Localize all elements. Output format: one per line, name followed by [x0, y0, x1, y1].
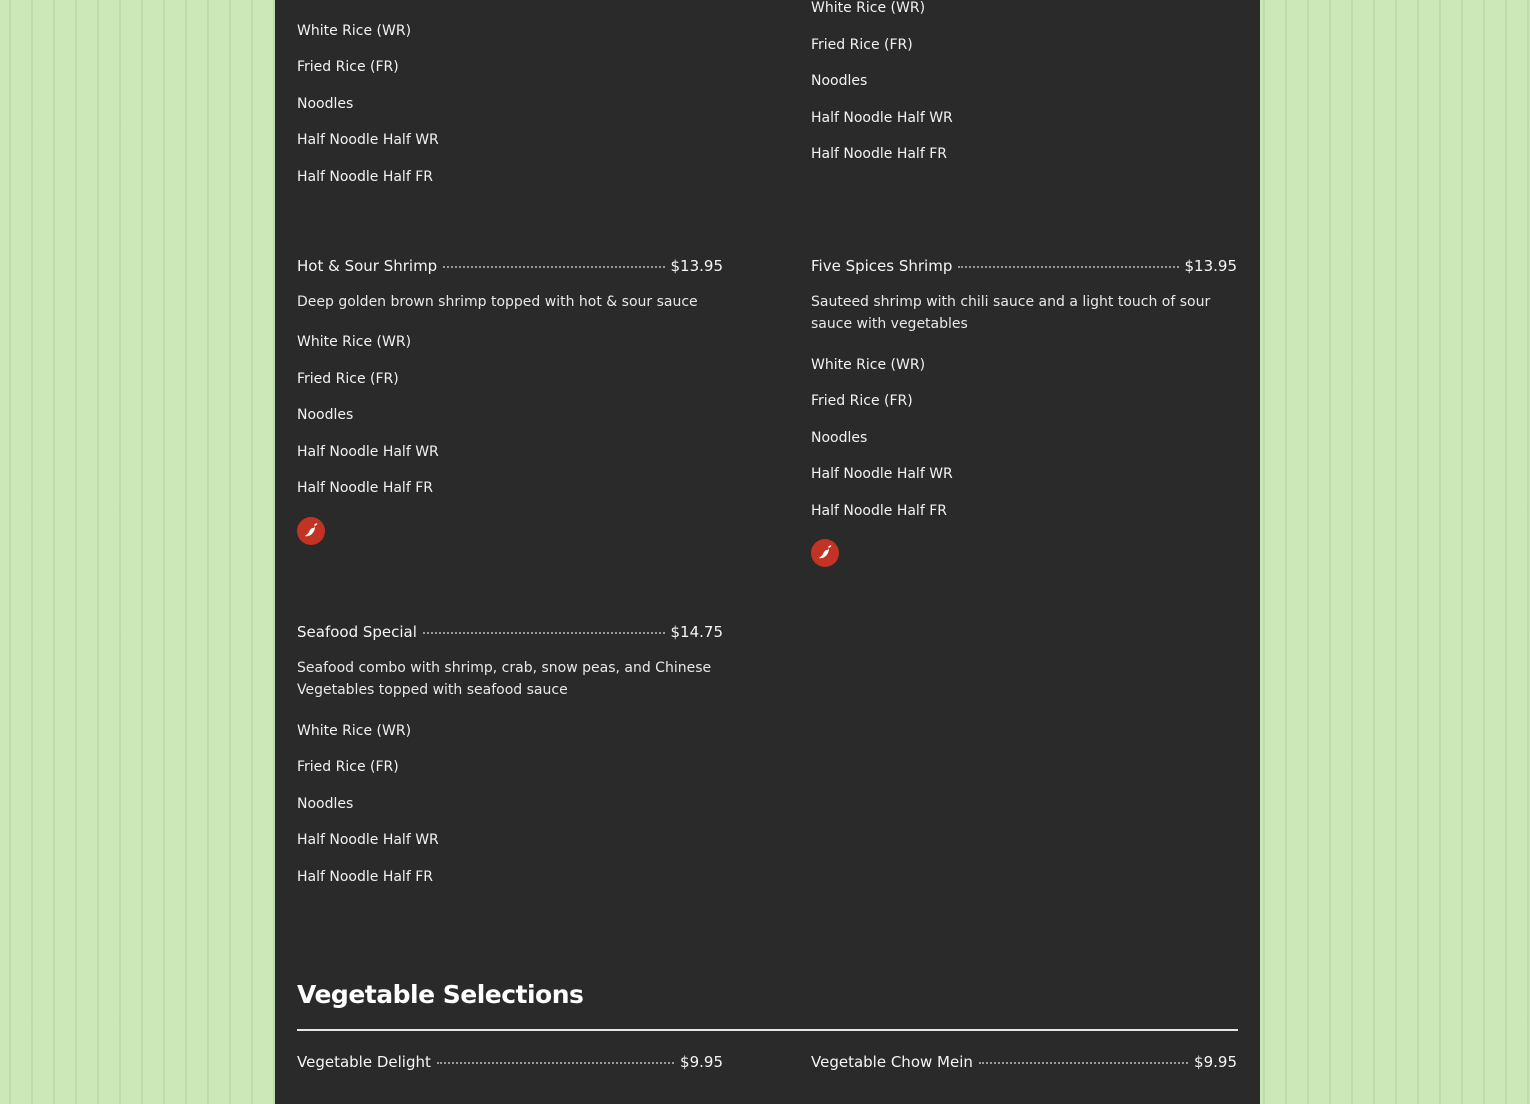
- chili-pepper-icon: [297, 517, 325, 545]
- dot-leader: [979, 1062, 1188, 1064]
- option-fried-rice: Fried Rice (FR): [297, 759, 399, 775]
- menu-item-five-spices-shrimp[interactable]: [811, 257, 1237, 279]
- menu-item-vegetable-delight[interactable]: [297, 1053, 723, 1075]
- option-fried-rice: Fried Rice (FR): [811, 393, 913, 409]
- option-white-rice: White Rice (WR): [811, 0, 926, 16]
- item-description: Seafood combo with shrimp, crab, snow peas, and Chinese Vegetables topped with seafood sauce: [297, 660, 712, 698]
- dot-leader: [443, 266, 664, 268]
- item-name: Five Spices Shrimp: [811, 257, 953, 275]
- item-price: $9.95: [680, 1053, 723, 1071]
- option-noodles: Noodles: [811, 73, 868, 89]
- option-half-noodle-half-fr: Half Noodle Half FR: [297, 480, 433, 496]
- option-noodles: Noodles: [297, 796, 354, 812]
- option-half-noodle-half-fr: Half Noodle Half FR: [811, 146, 947, 162]
- item-price: $13.95: [670, 257, 723, 275]
- option-white-rice: White Rice (WR): [297, 723, 412, 739]
- option-noodles: Noodles: [297, 407, 354, 423]
- item-name: Vegetable Chow Mein: [811, 1053, 973, 1071]
- section-divider: [297, 1029, 1238, 1031]
- option-half-noodle-half-wr: Half Noodle Half WR: [297, 444, 439, 460]
- item-description: Deep golden brown shrimp topped with hot & sour sauce: [297, 294, 698, 310]
- item-price: $14.75: [670, 623, 723, 641]
- option-half-noodle-half-wr: Half Noodle Half WR: [297, 832, 439, 848]
- menu-item-seafood-special[interactable]: [297, 623, 723, 645]
- option-noodles: Noodles: [297, 96, 354, 112]
- menu-item-hot-sour-shrimp[interactable]: [297, 257, 723, 279]
- item-description: Sauteed shrimp with chili sauce and a light touch of sour sauce with vegetables: [811, 294, 1211, 332]
- dot-leader: [958, 266, 1178, 268]
- option-fried-rice: Fried Rice (FR): [297, 59, 399, 75]
- menu-item-vegetable-chow-mein[interactable]: [811, 1053, 1237, 1075]
- item-name: Seafood Special: [297, 623, 417, 641]
- dot-leader: [423, 632, 665, 634]
- menu-panel: [275, 0, 1260, 1104]
- option-half-noodle-half-wr: Half Noodle Half WR: [297, 132, 439, 148]
- option-white-rice: White Rice (WR): [811, 357, 926, 373]
- item-name: Vegetable Delight: [297, 1053, 431, 1071]
- option-half-noodle-half-wr: Half Noodle Half WR: [811, 466, 953, 482]
- dot-leader: [437, 1062, 674, 1064]
- chili-pepper-icon: [811, 539, 839, 567]
- option-half-noodle-half-fr: Half Noodle Half FR: [297, 869, 433, 885]
- option-white-rice: White Rice (WR): [297, 23, 412, 39]
- option-white-rice: White Rice (WR): [297, 334, 412, 350]
- option-fried-rice: Fried Rice (FR): [811, 37, 913, 53]
- item-price: $9.95: [1194, 1053, 1237, 1071]
- option-fried-rice: Fried Rice (FR): [297, 371, 399, 387]
- option-half-noodle-half-fr: Half Noodle Half FR: [811, 503, 947, 519]
- section-title-vegetable-selections: Vegetable Selections: [297, 980, 584, 1009]
- option-half-noodle-half-wr: Half Noodle Half WR: [811, 110, 953, 126]
- option-half-noodle-half-fr: Half Noodle Half FR: [297, 169, 433, 185]
- option-noodles: Noodles: [811, 430, 868, 446]
- item-price: $13.95: [1184, 257, 1237, 275]
- item-name: Hot & Sour Shrimp: [297, 257, 438, 275]
